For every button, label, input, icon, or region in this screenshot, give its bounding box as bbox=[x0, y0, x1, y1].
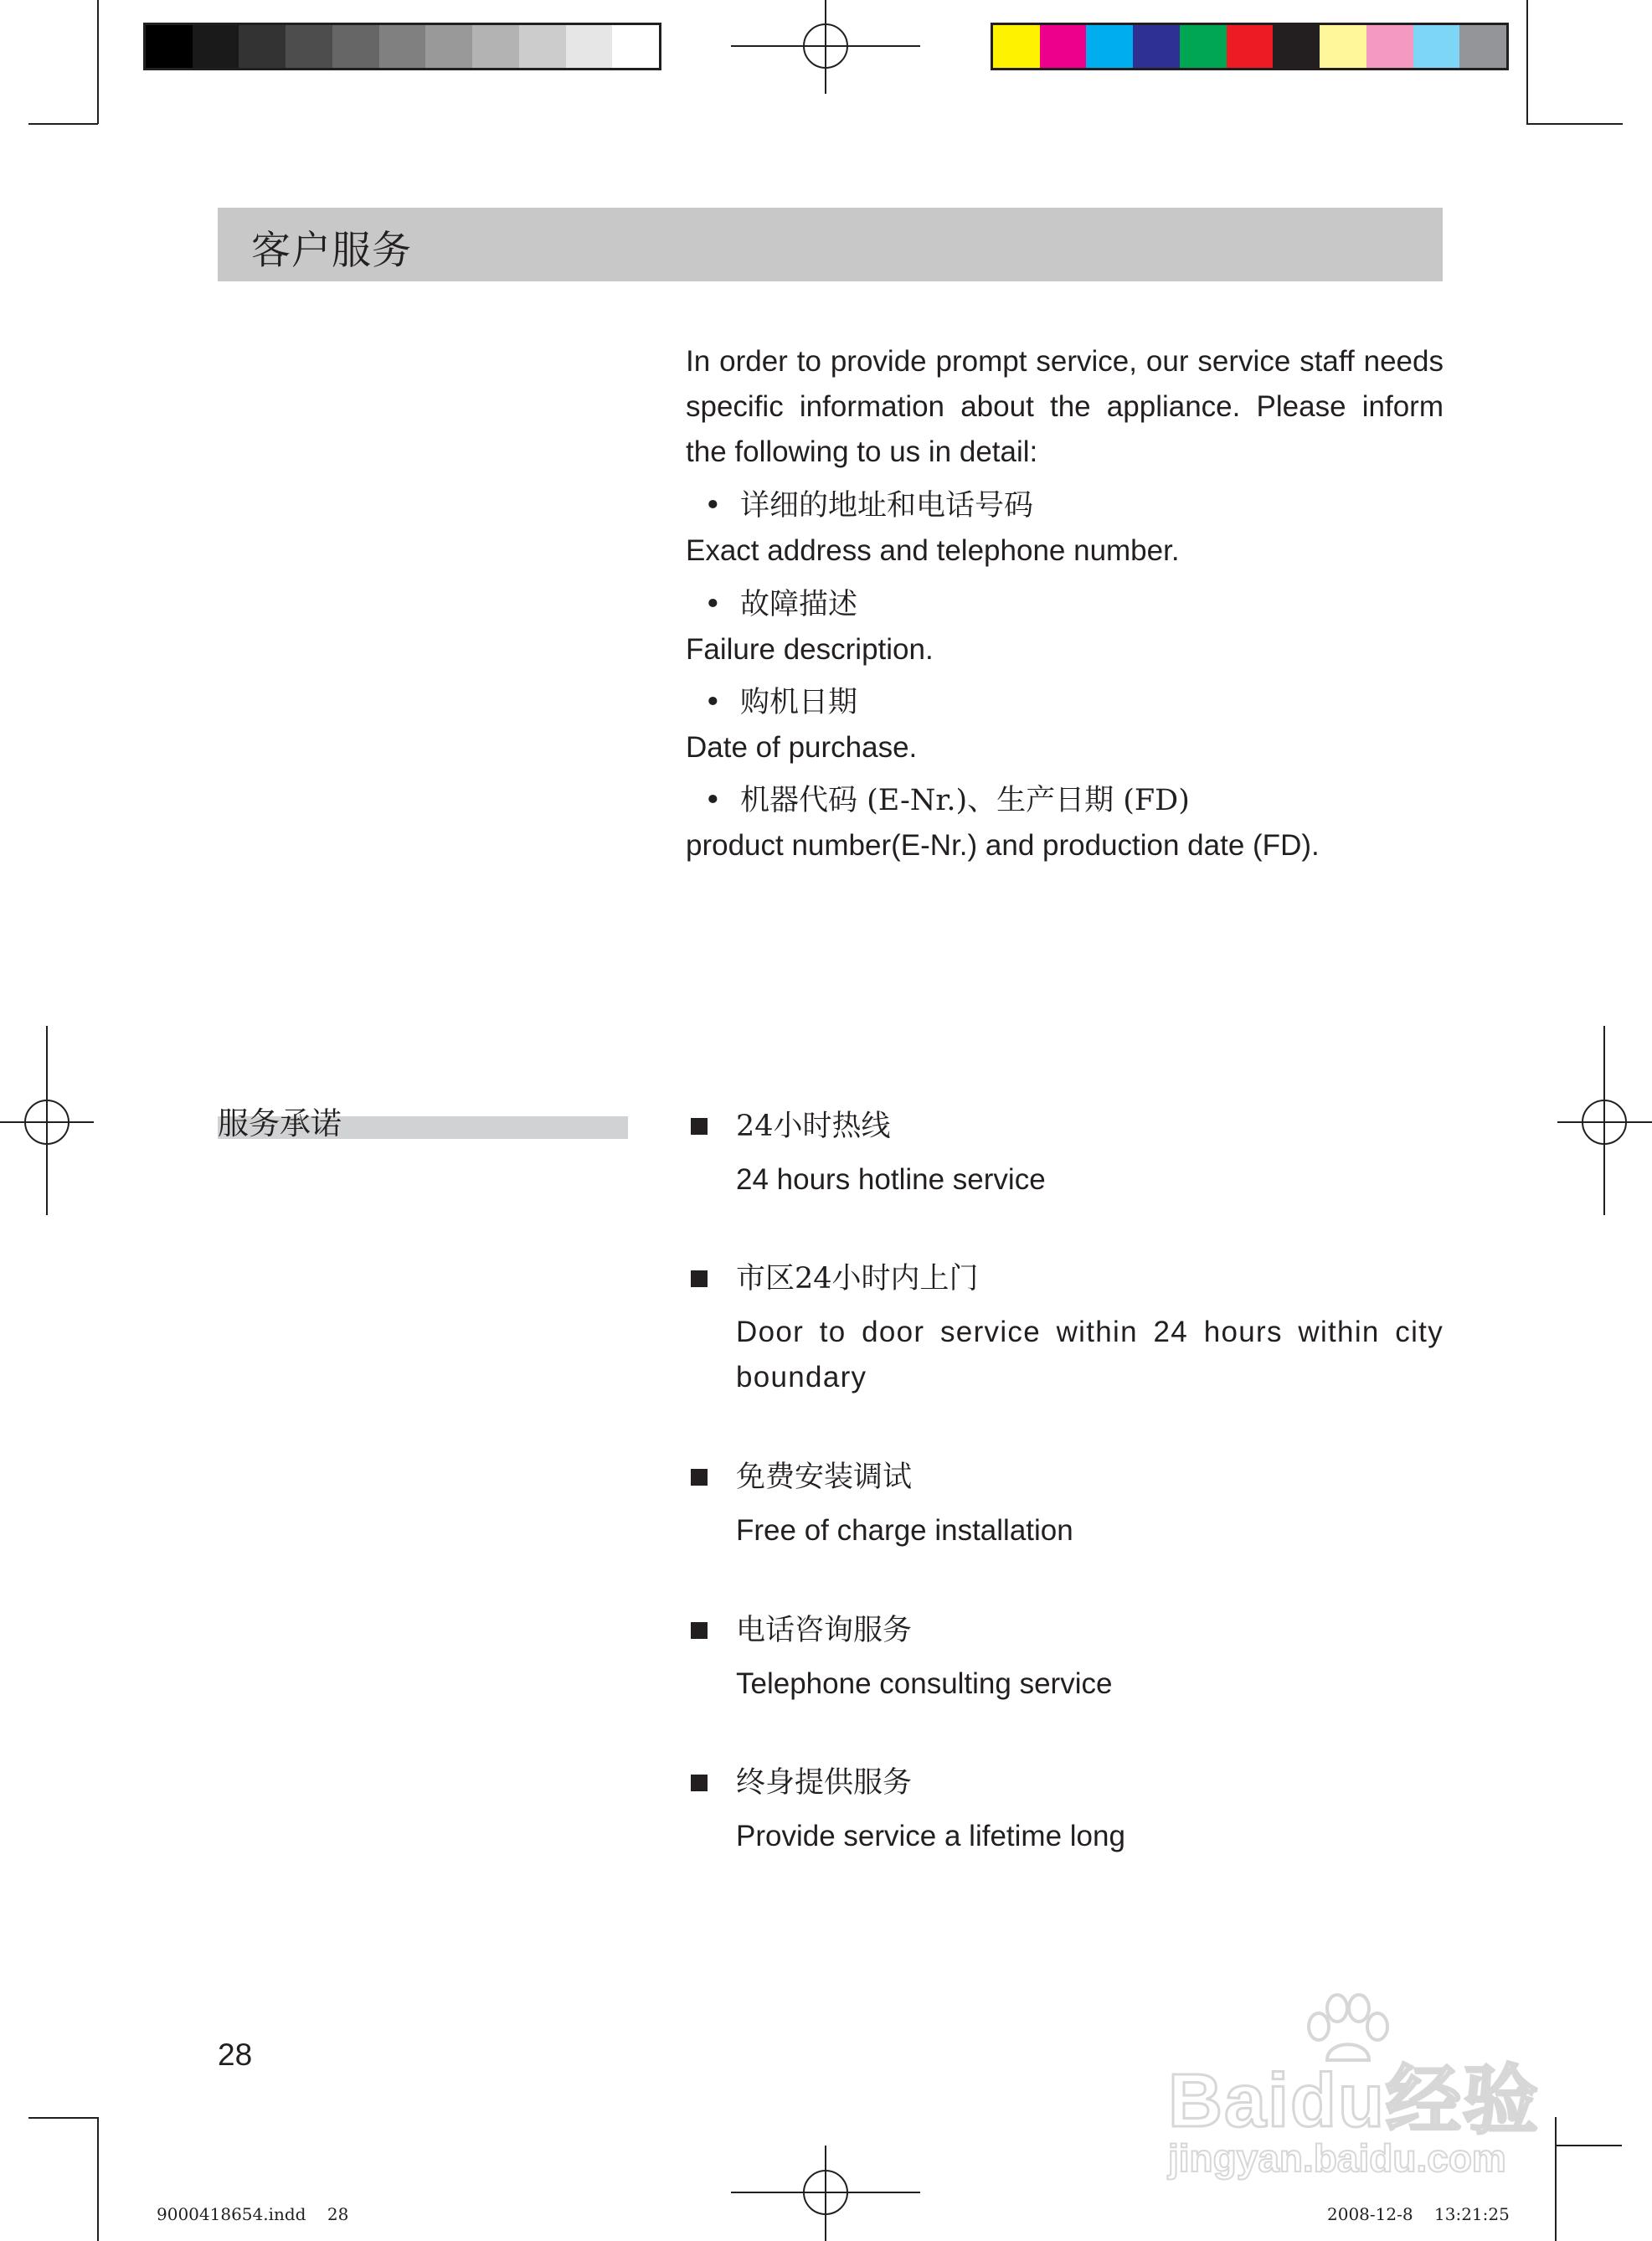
service-zh: 电话咨询服务 bbox=[736, 1614, 913, 1647]
item-zh: 购机日期 bbox=[740, 686, 858, 719]
slug-date-info: 2008-12-8 13:21:25 bbox=[1327, 2204, 1510, 2224]
service-zh: 24小时热线 bbox=[736, 1110, 891, 1143]
item-zh: 故障描述 bbox=[740, 588, 858, 621]
service-en: Free of charge installation bbox=[736, 1514, 1073, 1547]
color-swatch bbox=[1180, 25, 1227, 68]
service-item bbox=[686, 1104, 1444, 1203]
service-item bbox=[686, 1455, 1444, 1553]
slug-file-info: 9000418654.indd 28 bbox=[157, 2204, 349, 2224]
gray-swatch bbox=[286, 25, 332, 68]
color-swatch bbox=[1273, 25, 1320, 68]
process-color-bar bbox=[991, 23, 1509, 70]
square-bullet-icon bbox=[691, 1775, 708, 1791]
gray-swatch bbox=[566, 25, 613, 68]
gray-swatch bbox=[519, 25, 566, 68]
service-item bbox=[686, 1256, 1444, 1400]
watermark-url: jingyan.baidu.com bbox=[1168, 2136, 1506, 2180]
color-swatch bbox=[1086, 25, 1133, 68]
list-item bbox=[686, 778, 1444, 868]
list-item bbox=[686, 680, 1444, 770]
bullet-icon: • bbox=[704, 784, 722, 817]
color-swatch bbox=[993, 25, 1040, 68]
service-en: Provide service a lifetime long bbox=[736, 1820, 1125, 1852]
gray-swatch bbox=[332, 25, 379, 68]
service-zh: 终身提供服务 bbox=[736, 1766, 913, 1800]
color-swatch bbox=[1040, 25, 1087, 68]
color-swatch bbox=[1133, 25, 1180, 68]
page-number: 28 bbox=[218, 2038, 253, 2072]
list-item bbox=[686, 582, 1444, 672]
service-zh: 市区24小时内上门 bbox=[736, 1262, 979, 1296]
gray-swatch bbox=[239, 25, 286, 68]
item-en: Failure description. bbox=[686, 633, 934, 666]
color-swatch bbox=[1366, 25, 1413, 68]
color-swatch bbox=[1320, 25, 1366, 68]
color-swatch bbox=[1459, 25, 1506, 68]
item-zh: 机器代码 (E-Nr.)、生产日期 (FD) bbox=[740, 784, 1190, 817]
service-en: Telephone consulting service bbox=[736, 1667, 1113, 1700]
section-title: 服务承诺 bbox=[218, 1105, 342, 1141]
color-swatch bbox=[1413, 25, 1460, 68]
bullet-icon: • bbox=[704, 489, 722, 523]
item-en: product number(E-Nr.) and production date (FD). bbox=[686, 829, 1320, 862]
grayscale-color-bar bbox=[143, 23, 661, 70]
gray-swatch bbox=[146, 25, 193, 68]
service-zh: 免费安装调试 bbox=[736, 1461, 913, 1494]
square-bullet-icon bbox=[691, 1118, 708, 1135]
bullet-icon: • bbox=[704, 588, 722, 621]
service-item bbox=[686, 1760, 1444, 1859]
service-en: 24 hours hotline service bbox=[736, 1163, 1046, 1196]
item-en: Exact address and telephone number. bbox=[686, 534, 1180, 567]
gray-swatch bbox=[612, 25, 659, 68]
baidu-watermark bbox=[1168, 1993, 1553, 2186]
watermark-logo-text: Baidu经验 bbox=[1168, 2059, 1541, 2143]
list-item bbox=[686, 483, 1444, 574]
intro-paragraph: In order to provide prompt service, our service staff needs specific information about the appliance. Please inform the following to us in detail: bbox=[686, 345, 1444, 468]
page-title: 客户服务 bbox=[251, 228, 412, 274]
bullet-icon: • bbox=[704, 686, 722, 719]
square-bullet-icon bbox=[691, 1469, 708, 1486]
gray-swatch bbox=[425, 25, 472, 68]
gray-swatch bbox=[193, 25, 239, 68]
service-en: Door to door service within 24 hours within city boundary bbox=[736, 1316, 1444, 1394]
gray-swatch bbox=[379, 25, 426, 68]
square-bullet-icon bbox=[691, 1622, 708, 1639]
item-en: Date of purchase. bbox=[686, 731, 918, 764]
service-item bbox=[686, 1608, 1444, 1707]
color-swatch bbox=[1227, 25, 1274, 68]
gray-swatch bbox=[472, 25, 519, 68]
item-zh: 详细的地址和电话号码 bbox=[740, 489, 1034, 523]
square-bullet-icon bbox=[691, 1270, 708, 1287]
